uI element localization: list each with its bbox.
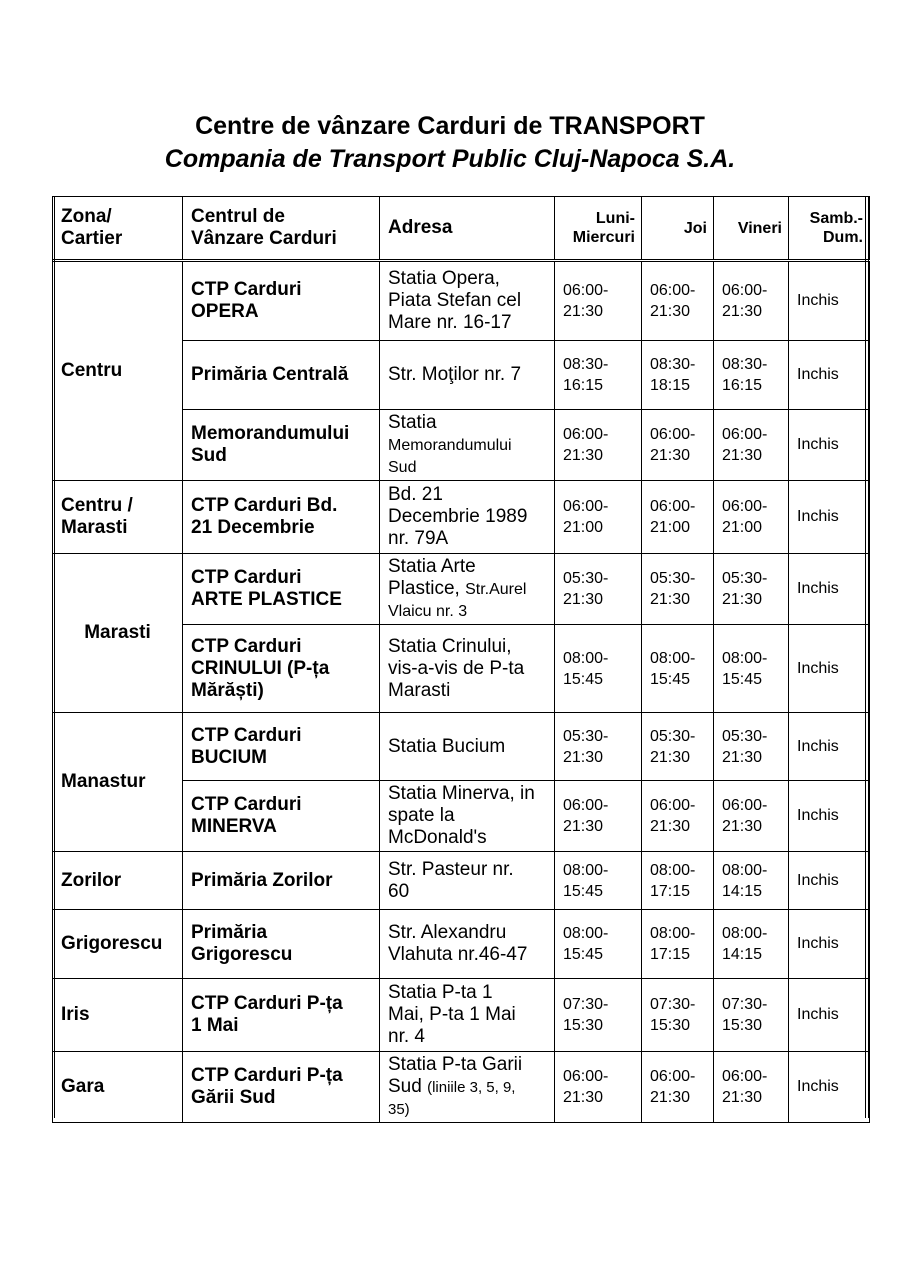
address-cell: Str. Pasteur nr. 60 xyxy=(380,852,555,910)
center-name: Primăria Grigorescu xyxy=(183,910,380,979)
hours-thu: 08:30- 18:15 xyxy=(642,341,714,410)
hours-thu: 05:30- 21:30 xyxy=(642,554,714,625)
table-row xyxy=(53,481,870,554)
address-cell: Statia Memorandumului Sud xyxy=(380,410,555,481)
zone-cell-centru-marasti: Centru / Marasti xyxy=(53,481,183,554)
column-header-thu: Joi xyxy=(642,197,714,261)
hours-weekend: Inchis xyxy=(789,910,870,979)
zone-cell-grigorescu: Grigorescu xyxy=(53,910,183,979)
hours-weekend: Inchis xyxy=(789,713,870,781)
hours-mon-wed: 06:00- 21:30 xyxy=(555,410,642,481)
center-name: CTP Carduri BUCIUM xyxy=(183,713,380,781)
table-row xyxy=(53,910,870,979)
hours-weekend: Inchis xyxy=(789,625,870,713)
center-name: CTP Carduri OPERA xyxy=(183,261,380,341)
center-name: CTP Carduri P-ța Gării Sud xyxy=(183,1052,380,1123)
zone-cell-manastur: Manastur xyxy=(53,713,183,852)
hours-mon-wed: 05:30- 21:30 xyxy=(555,713,642,781)
hours-thu: 06:00- 21:30 xyxy=(642,410,714,481)
table-row xyxy=(53,713,870,781)
column-header-mon-wed: Luni- Miercuri xyxy=(555,197,642,261)
column-header-zone: Zona/ Cartier xyxy=(53,197,183,261)
hours-weekend: Inchis xyxy=(789,341,870,410)
hours-fri: 06:00- 21:30 xyxy=(714,410,789,481)
hours-thu: 06:00- 21:30 xyxy=(642,781,714,852)
hours-fri: 08:00- 14:15 xyxy=(714,852,789,910)
table-row xyxy=(53,1052,870,1123)
hours-mon-wed: 05:30- 21:30 xyxy=(555,554,642,625)
table-header-row xyxy=(53,197,870,261)
hours-thu: 08:00- 17:15 xyxy=(642,910,714,979)
center-name: CTP Carduri P-ța 1 Mai xyxy=(183,979,380,1052)
hours-fri: 06:00- 21:30 xyxy=(714,261,789,341)
hours-weekend: Inchis xyxy=(789,261,870,341)
address-cell: Statia Crinului, vis-a-vis de P-ta Marasti xyxy=(380,625,555,713)
center-name: CTP Carduri Bd. 21 Decembrie xyxy=(183,481,380,554)
hours-mon-wed: 06:00- 21:30 xyxy=(555,781,642,852)
hours-fri: 05:30- 21:30 xyxy=(714,554,789,625)
hours-fri: 06:00- 21:00 xyxy=(714,481,789,554)
zone-cell-centru: Centru xyxy=(53,261,183,481)
hours-thu: 08:00- 17:15 xyxy=(642,852,714,910)
zone-cell-gara: Gara xyxy=(53,1052,183,1123)
address-cell: Str. Moţilor nr. 7 xyxy=(380,341,555,410)
hours-weekend: Inchis xyxy=(789,554,870,625)
hours-weekend: Inchis xyxy=(789,481,870,554)
hours-mon-wed: 08:00- 15:45 xyxy=(555,852,642,910)
hours-fri: 06:00- 21:30 xyxy=(714,1052,789,1123)
address-cell: Str. Alexandru Vlahuta nr.46-47 xyxy=(380,910,555,979)
hours-mon-wed: 08:00- 15:45 xyxy=(555,910,642,979)
hours-mon-wed: 06:00- 21:30 xyxy=(555,261,642,341)
table-row xyxy=(53,979,870,1052)
hours-fri: 08:30- 16:15 xyxy=(714,341,789,410)
hours-weekend: Inchis xyxy=(789,852,870,910)
center-name: Primăria Centrală xyxy=(183,341,380,410)
hours-fri: 08:00- 14:15 xyxy=(714,910,789,979)
center-name: CTP Carduri CRINULUI (P-ța Mărăști) xyxy=(183,625,380,713)
table-row xyxy=(53,554,870,625)
hours-mon-wed: 06:00- 21:30 xyxy=(555,1052,642,1123)
address-cell: Statia P-ta Garii Sud (liniile 3, 5, 9, 35) xyxy=(380,1052,555,1123)
table-row xyxy=(53,852,870,910)
hours-thu: 06:00- 21:00 xyxy=(642,481,714,554)
hours-weekend: Inchis xyxy=(789,1052,870,1123)
hours-weekend: Inchis xyxy=(789,410,870,481)
zone-cell-marasti: Marasti xyxy=(53,554,183,713)
center-name: CTP Carduri ARTE PLASTICE xyxy=(183,554,380,625)
hours-fri: 08:00- 15:45 xyxy=(714,625,789,713)
hours-mon-wed: 08:00- 15:45 xyxy=(555,625,642,713)
address-cell: Statia Arte Plastice, Str.Aurel Vlaicu nr. 3 xyxy=(380,554,555,625)
hours-fri: 07:30- 15:30 xyxy=(714,979,789,1052)
address-cell: Statia P-ta 1 Mai, P-ta 1 Mai nr. 4 xyxy=(380,979,555,1052)
hours-thu: 08:00- 15:45 xyxy=(642,625,714,713)
address-cell: Statia Bucium xyxy=(380,713,555,781)
hours-thu: 05:30- 21:30 xyxy=(642,713,714,781)
document-subtitle: Compania de Transport Public Cluj-Napoca S.A. xyxy=(164,145,736,173)
address-cell: Bd. 21 Decembrie 1989 nr. 79A xyxy=(380,481,555,554)
hours-mon-wed: 08:30- 16:15 xyxy=(555,341,642,410)
table-row xyxy=(53,261,870,341)
zone-cell-iris: Iris xyxy=(53,979,183,1052)
center-name: Memorandumului Sud xyxy=(183,410,380,481)
hours-thu: 07:30- 15:30 xyxy=(642,979,714,1052)
column-header-address: Adresa xyxy=(380,197,555,261)
column-header-weekend: Samb.- Dum. xyxy=(789,197,870,261)
center-name: CTP Carduri MINERVA xyxy=(183,781,380,852)
address-cell: Statia Minerva, in spate la McDonald's xyxy=(380,781,555,852)
hours-fri: 06:00- 21:30 xyxy=(714,781,789,852)
hours-mon-wed: 07:30- 15:30 xyxy=(555,979,642,1052)
document-title: Centre de vânzare Carduri de TRANSPORT xyxy=(195,112,705,140)
hours-mon-wed: 06:00- 21:00 xyxy=(555,481,642,554)
zone-cell-zorilor: Zorilor xyxy=(53,852,183,910)
hours-thu: 06:00- 21:30 xyxy=(642,261,714,341)
column-header-fri: Vineri xyxy=(714,197,789,261)
hours-thu: 06:00- 21:30 xyxy=(642,1052,714,1123)
center-name: Primăria Zorilor xyxy=(183,852,380,910)
hours-fri: 05:30- 21:30 xyxy=(714,713,789,781)
address-cell: Statia Opera, Piata Stefan cel Mare nr. 16-17 xyxy=(380,261,555,341)
hours-weekend: Inchis xyxy=(789,979,870,1052)
column-header-center: Centrul de Vânzare Carduri xyxy=(183,197,380,261)
sales-centers-table xyxy=(52,196,870,1123)
hours-weekend: Inchis xyxy=(789,781,870,852)
